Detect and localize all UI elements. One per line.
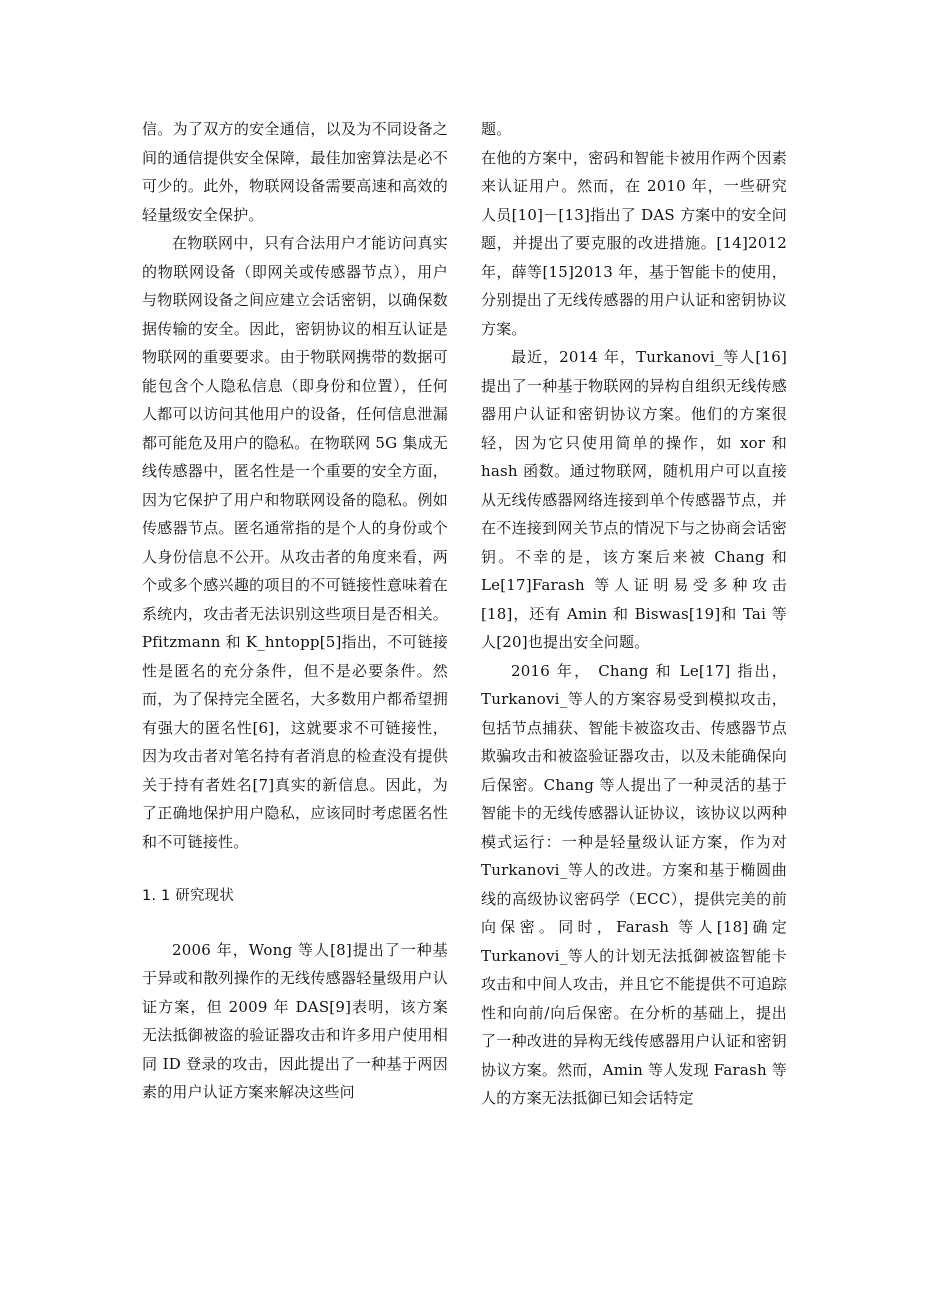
paragraph-anonymity: 在物联网中，只有合法用户才能访问真实的物联网设备（即网关或传感器节点），用户与物联网设备之间应建立会话密钥，以确保数据传输的安全。因此，密钥协议的相互认证是物联网的重要要求。由于物联网携带的数据可能包含个人隐私信息（即身份和位置），任何人都可以访问其他用户的设备，任何信息泄漏都可能危及用户的隐私。在物联网 5G 集成无线传感器中，匿名性是一个重要的安全方面，因为它保护了用户和物联网设备的隐私。例如传感器节点。匿名通常指的是个人的身份或个人身份信息不公开。从攻击者的角度来看，两个或多个感兴趣的项目的不可链接性意味着在系统内，攻击者无法识别这些项目是否相关。Pfitzmann 和 K_hntopp[5]指出，不可链接性是匿名的充分条件，但不是必要条件。然而，为了保持完全匿名，大多数用户都希望拥有强大的匿名性[6]，这就要求不可链接性，因为攻击者对笔名持有者消息的检查没有提供关于持有者姓名[7]真实的新信息。因此，为了正确地保护用户隐私，应该同时考虑匿名性和不可链接性。	[142, 234, 448, 851]
paragraph-continuation: 题。	[481, 120, 512, 138]
paragraph-das-scheme: 在他的方案中，密码和智能卡被用作两个因素来认证用户。然而，在 2010 年，一些研究人员[10]－[13]指出了 DAS 方案中的安全问题，并提出了要克服的改进措施。[14]2012 年，薛等[15]2013 年，基于智能卡的使用，分别提出了无线传感器的用户认证和密钥协议方案。	[481, 148, 787, 338]
paragraph-intro-continuation: 信。为了双方的安全通信，以及为不同设备之间的通信提供安全保障，最佳加密算法是必不可少的。此外，物联网设备需要高速和高效的轻量级安全保护。	[142, 120, 448, 224]
left-column	[142, 115, 448, 1107]
right-column	[481, 115, 787, 1113]
paragraph-related-work-2006: 2006 年，Wong 等人[8]提出了一种基于异或和散列操作的无线传感器轻量级用户认证方案，但 2009 年 DAS[9]表明，该方案无法抵御被盗的验证器攻击和许多用户使用相同 ID 登录的攻击，因此提出了一种基于两因素的用户认证方案来解决这些问	[142, 940, 448, 1101]
paragraph-chang-le-2016: 2016 年， Chang 和 Le[17] 指出，Turkanovi_等人的方案容易受到模拟攻击，包括节点捕获、智能卡被盗攻击、传感器节点欺骗攻击和被盗验证器攻击，以及未能确保向后保密。Chang 等人提出了一种灵活的基于智能卡的无线传感器认证协议，该协议以两种模式运行：一种是轻量级认证方案，作为对 Turkanovi_等人的改进。方案和基于椭圆曲线的高级协议密码学（ECC），提供完美的前向保密。同时，Farash 等人[18]确定 Turkanovi_等人的计划无法抵御被盗智能卡攻击和中间人攻击，并且它不能提供不可追踪性和向前/向后保密。在分析的基础上，提出了一种改进的异构无线传感器用户认证和密钥协议方案。然而，Amin 等人发现 Farash 等人的方案无法抵御已知会话特定	[481, 661, 787, 1107]
paragraph-turkanovic-2014: 最近，2014 年，Turkanovi_等人[16]提出了一种基于物联网的异构自组织无线传感器用户认证和密钥协议方案。他们的方案很轻，因为它只使用简单的操作，如 xor 和 hash 函数。通过物联网，随机用户可以直接从无线传感器网络连接到单个传感器节点，并在不连接到网关节点的情况下与之协商会话密钥。不幸的是，该方案后来被 Chang 和 Le[17]Farash 等人证明易受多种攻击[18]，还有 Amin 和 Biswas[19]和 Tai 等人[20]也提出安全问题。	[481, 348, 787, 651]
section-heading: 1. 1 研究现状	[142, 888, 235, 904]
